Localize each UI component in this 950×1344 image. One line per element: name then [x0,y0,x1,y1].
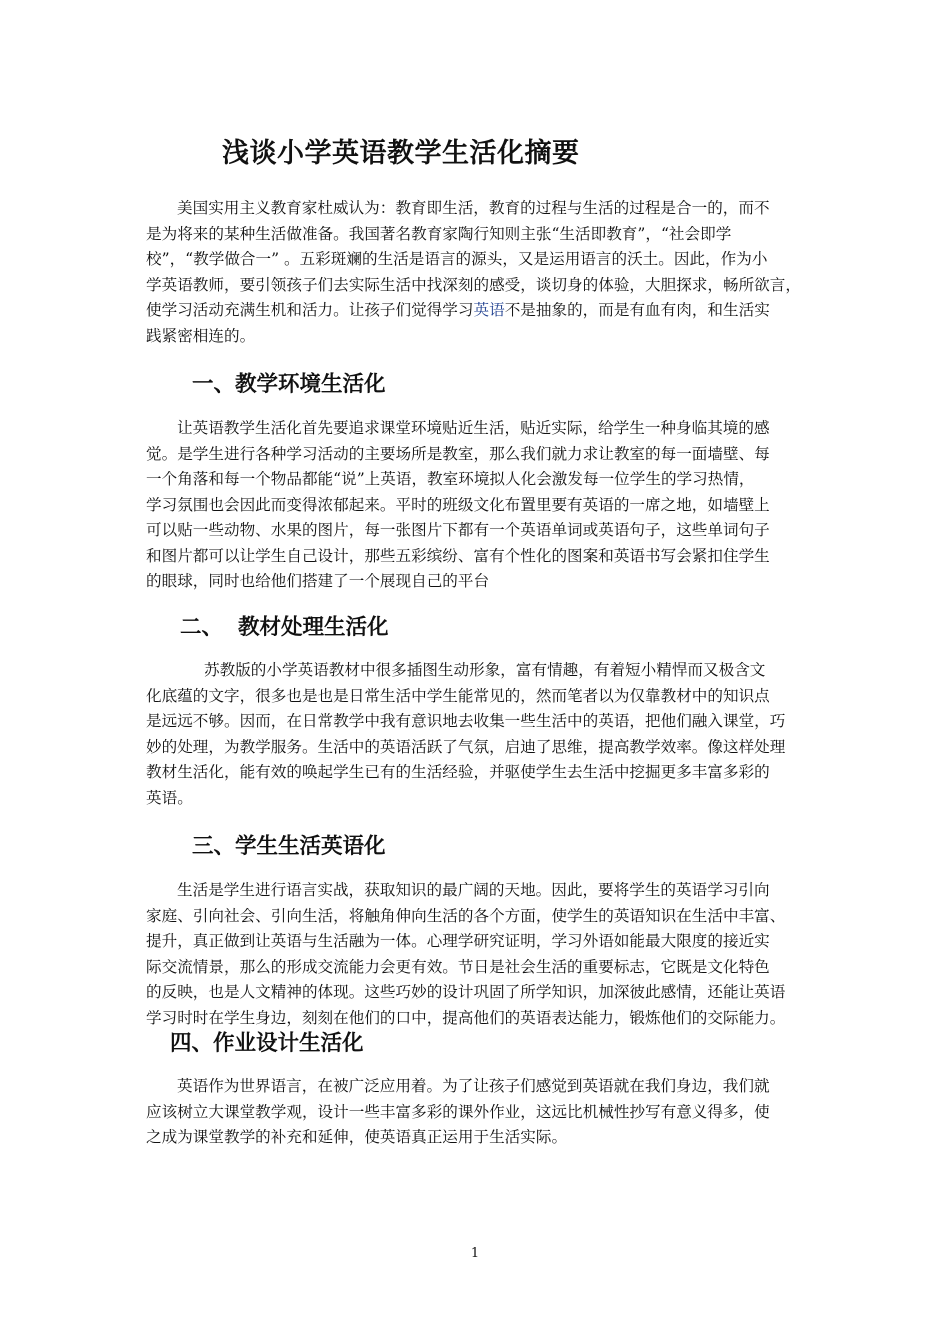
page-number: 1 [470,1246,480,1261]
document-title: 浅谈小学英语教学生活化摘要 [222,138,580,169]
paragraph-line: 学英语教师，要引领孩子们去实际生活中找深刻的感受，谈切身的体验，大胆探求，畅所欲言， [146,275,801,294]
paragraph-line: 校”，“教学做合一” 。五彩斑斓的生活是语言的源头，又是运用语言的沃土。因此，作为小 [146,250,768,268]
section-paragraph [146,878,806,1031]
english-link[interactable]: 英语 [473,301,505,319]
paragraph-line: 美国实用主义教育家杜威认为：教育即生活，教育的过程与生活的过程是合一的，而不 [177,199,770,217]
paragraph-line: 生活是学生进行语言实战，获取知识的最广阔的天地。因此，要将学生的英语学习引向 [177,881,770,899]
paragraph-line: 提升，真正做到让英语与生活融为一体。心理学研究证明，学习外语如能最大限度的接近实 [146,932,770,950]
paragraph-line: 一个角落和每一个物品都能“说”上英语，教室环境拟人化会激发每一位学生的学习热情， [146,470,755,488]
paragraph-line: 可以贴一些动物、水果的图片，每一张图片下都有一个英语单词或英语句子，这些单词句子 [146,521,770,539]
section-heading: 一、教学环境生活化 [192,372,386,397]
paragraph-line: 化底蕴的文字，很多也是也是日常生活中学生能常见的，然而笔者以为仅靠教材中的知识点 [146,686,770,705]
paragraph-line: 家庭、引向社会、引向生活，将触角伸向生活的各个方面，使学生的英语知识在生活中丰富、 [146,906,786,925]
paragraph-line: 让英语教学生活化首先要追求课堂环境贴近生活，贴近实际，给学生一种身临其境的感 [177,419,770,437]
paragraph-line: 妙的处理，为教学服务。生活中的英语活跃了气氛，启迪了思维，提高教学效率。像这样处理 [146,737,786,756]
paragraph-line: 学习氛围也会因此而变得浓郁起来。平时的班级文化布置里要有英语的一席之地，如墙壁上 [146,495,770,514]
paragraph-line: 应该树立大课堂教学观，设计一些丰富多彩的课外作业，这远比机械性抄写有意义得多，使 [146,1102,770,1121]
section-heading: 二、 教材处理生活化 [180,615,389,640]
paragraph-line: 觉。是学生进行各种学习活动的主要场所是教室，那么我们就力求让教室的每一面墙壁、每 [146,444,770,463]
section-paragraph [146,416,806,595]
paragraph-line: 践紧密相连的。 [146,326,256,345]
paragraph-line [146,298,806,324]
paragraph-line: 英语作为世界语言，在被广泛应用着。为了让孩子们感觉到英语就在我们身边，我们就 [177,1077,770,1095]
paragraph-line: 英语。 [146,788,193,807]
paragraph-line: 苏教版的小学英语教材中很多插图生动形象，富有情趣，有着短小精悍而又极含文 [204,661,766,679]
paragraph-text: 使学习活动充满生机和活力。让孩子们觉得学习 [146,301,474,319]
section-heading: 三、学生生活英语化 [192,834,386,859]
section-paragraph [146,1074,806,1151]
paragraph-line: 是为将来的某种生活做准备。我国著名教育家陶行知则主张“生活即教育”，“社会即学 [146,224,732,243]
paragraph-line: 和图片都可以让学生自己设计，那些五彩缤纷、富有个性化的图案和英语书写会紧扣住学生 [146,546,770,565]
section-heading: 四、作业设计生活化 [170,1031,364,1056]
paragraph-line: 学习时时在学生身边，刻刻在他们的口中，提高他们的英语表达能力，锻炼他们的交际能力。 [146,1008,786,1027]
paragraph-text: 不是抽象的，而是有血有肉，和生活实 [504,301,770,319]
paragraph-line: 的眼球，同时也给他们搭建了一个展现自己的平台 [146,572,490,590]
paragraph-line: 际交流情景，那么的形成交流能力会更有效。节日是社会生活的重要标志，它既是文化特色 [146,957,770,976]
paragraph-line: 的反映，也是人文精神的体现。这些巧妙的设计巩固了所学知识，加深彼此感情，还能让英语 [146,983,786,1001]
paragraph-line: 教材生活化，能有效的唤起学生已有的生活经验，并驱使学生去生活中挖掘更多丰富多彩的 [146,763,770,781]
paragraph-line: 是远远不够。因而，在日常教学中我有意识地去收集一些生活中的英语，把他们融入课堂，巧 [146,712,786,730]
section-paragraph [146,658,806,811]
intro-paragraph [146,196,806,349]
paragraph-line: 之成为课堂教学的补充和延伸，使英语真正运用于生活实际。 [146,1128,568,1146]
